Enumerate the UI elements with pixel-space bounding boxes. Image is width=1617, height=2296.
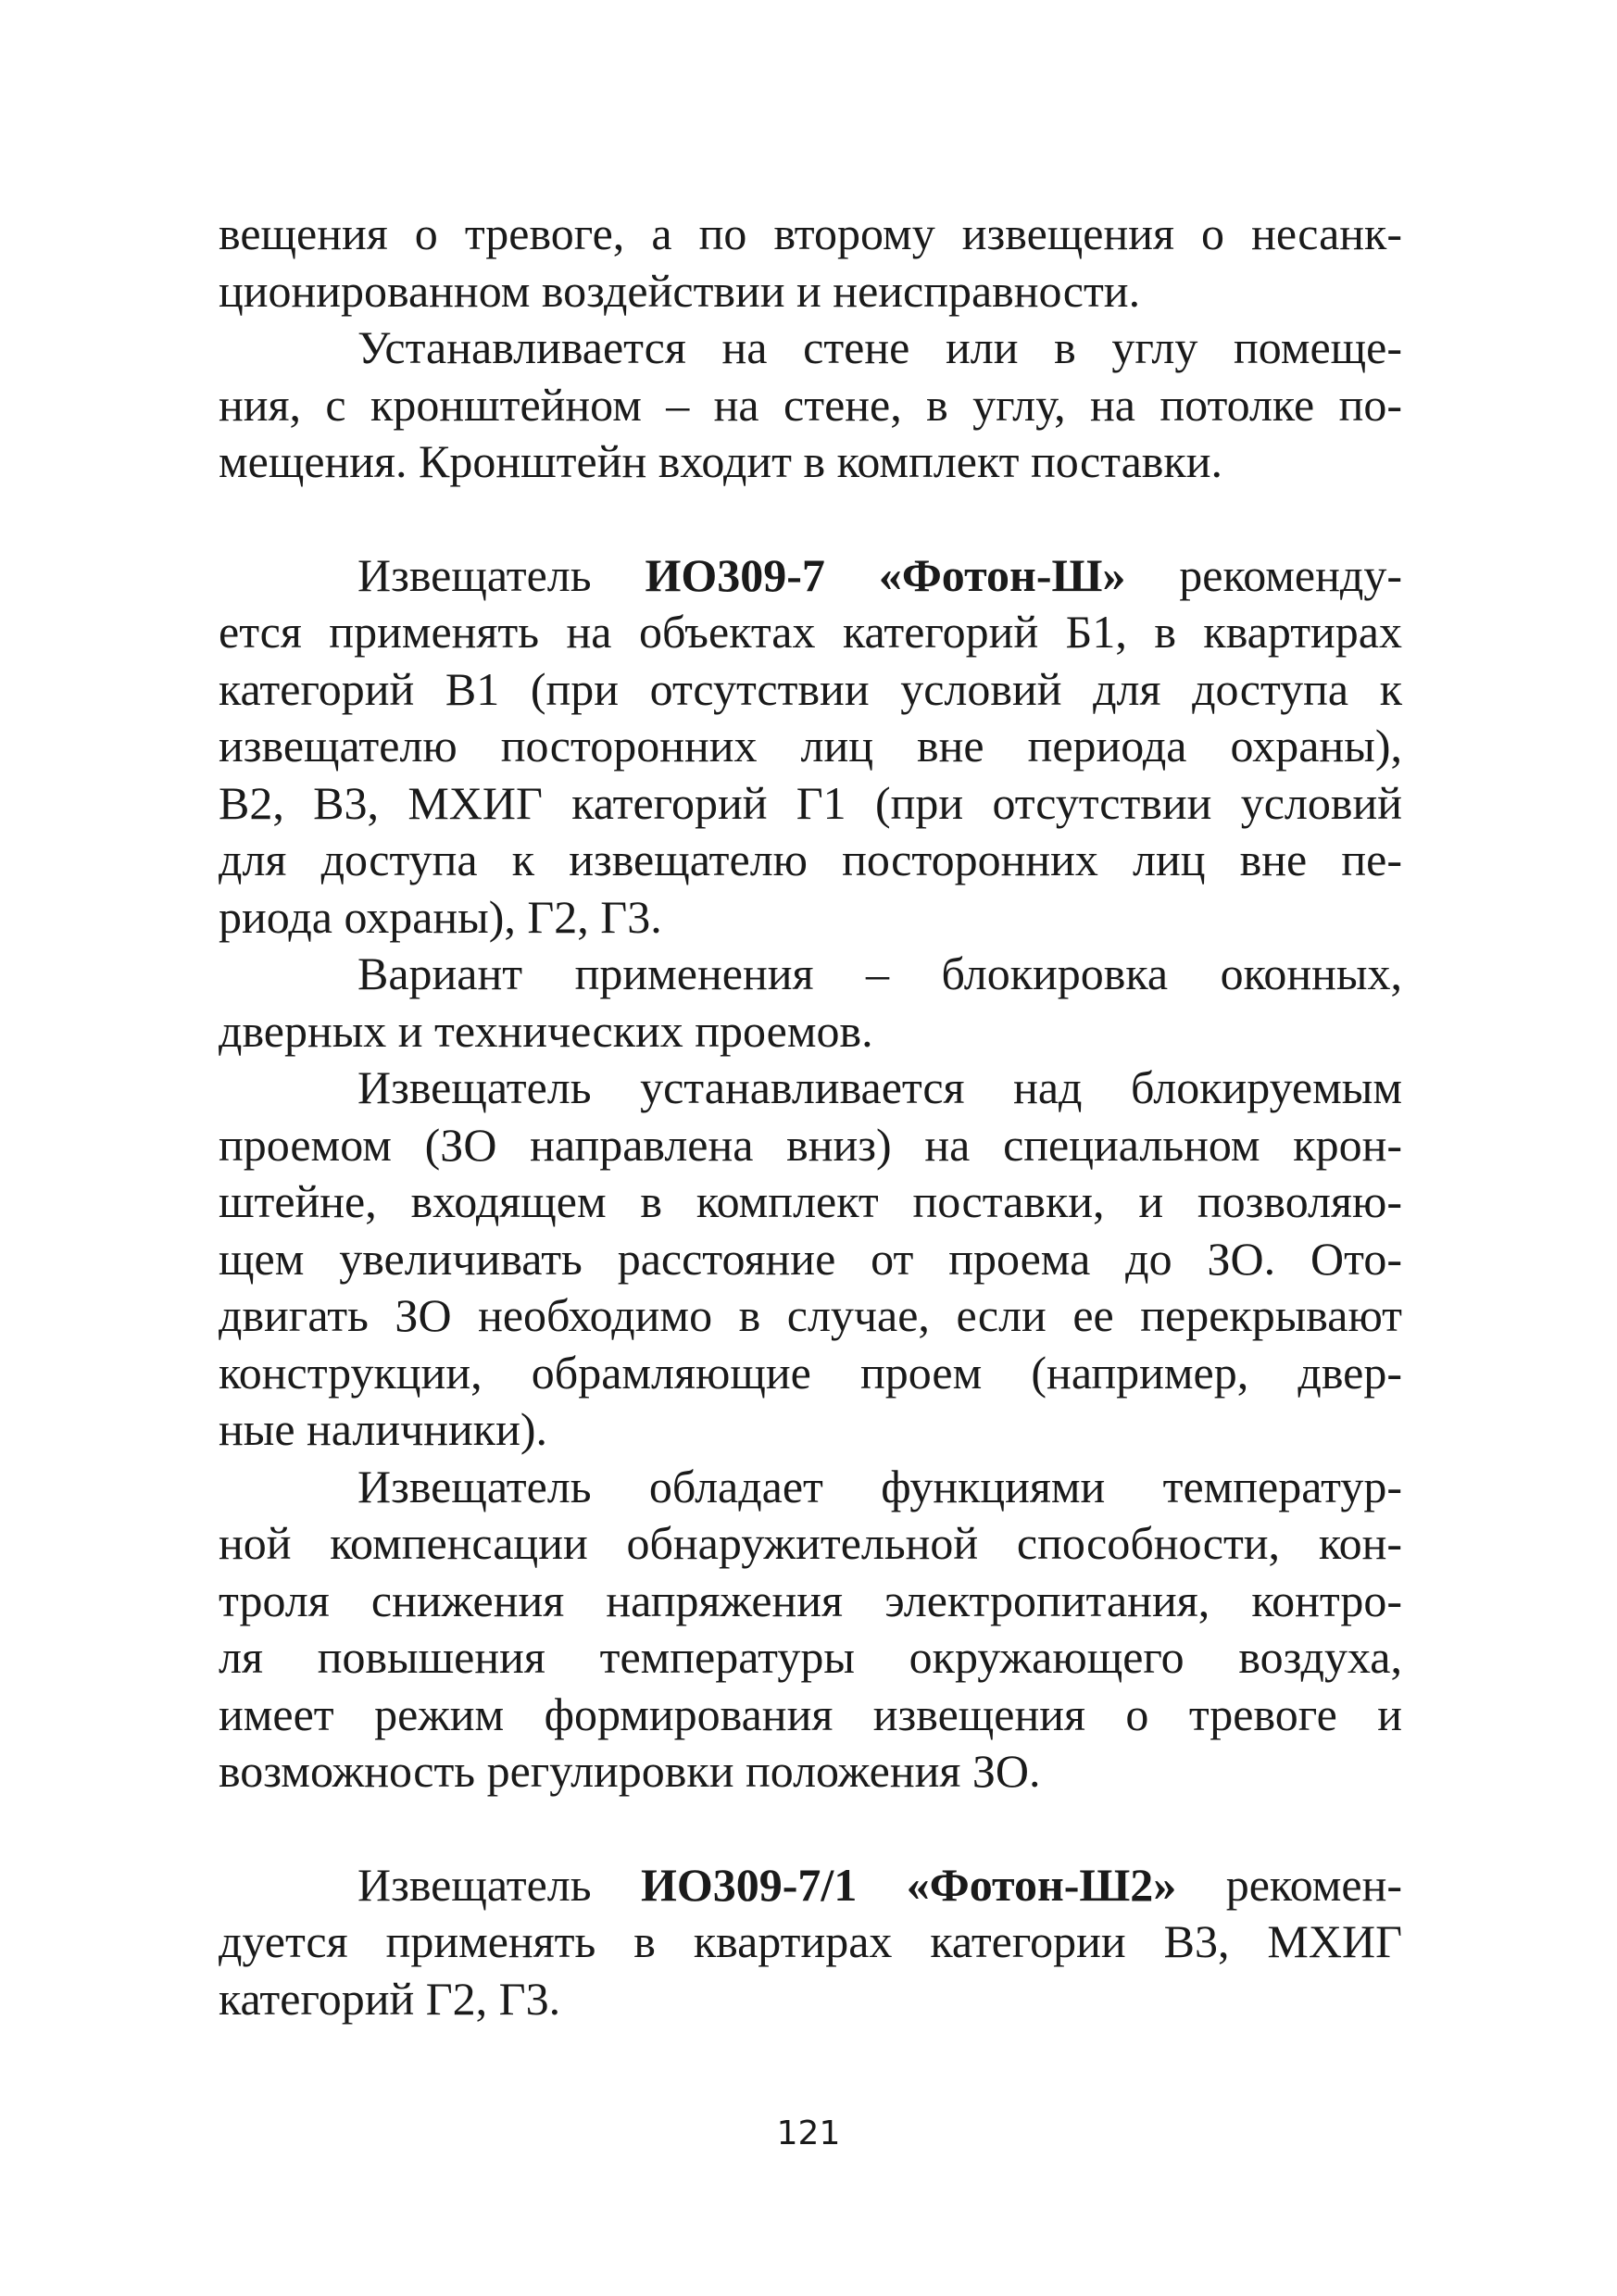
text-line: щем увеличивать расстояние от проема до ЗО. Ото-	[219, 1232, 1402, 1285]
paragraph-4	[219, 946, 1402, 1060]
text-line: штейне, входящем в комплект поставки, и позволяю-	[219, 1175, 1402, 1227]
text-line: ционированном воздействии и неисправности.	[219, 264, 1141, 317]
text-line: вещения о тревоге, а по второму извещения о несанк-	[219, 207, 1402, 259]
text-line: категорий Г2, Г3.	[219, 1972, 561, 2025]
text-line: ля повышения температуры окружающего воздуха,	[219, 1631, 1402, 1683]
text-line: Извещатель устанавливается над блокируемым	[357, 1061, 1402, 1113]
body-text	[219, 206, 1402, 2027]
text-line: Устанавливается на стене или в углу помеще-	[357, 321, 1402, 373]
text-line: извещателю посторонних лиц вне периода охраны),	[219, 720, 1402, 772]
text-line: В2, В3, МХИГ категорий Г1 (при отсутствии условий	[219, 776, 1402, 829]
text-line: ной компенсации обнаружительной способности, кон-	[219, 1517, 1402, 1569]
text-line: конструкции, обрамляющие проем (например, двер-	[219, 1346, 1402, 1399]
text-line: Извещатель обладает функциями температур-	[357, 1460, 1402, 1512]
text-line: двигать ЗО необходимо в случае, если ее перекрывают	[219, 1289, 1402, 1341]
text-run: рекомен-	[1176, 1858, 1402, 1911]
page-number: 121	[776, 2114, 841, 2152]
text-line: проемом (ЗО направлена вниз) на специальном крон-	[219, 1118, 1402, 1171]
paragraph-7	[219, 1857, 1402, 2028]
text-line: Вариант применения – блокировка оконных,	[357, 947, 1402, 999]
text-run: Извещатель	[357, 1858, 641, 1911]
text-line: дуется применять в квартирах категории В3, МХИГ	[219, 1915, 1402, 1967]
device-model-name: ИО309-7/1 «Фотон-Ш2»	[641, 1858, 1177, 1911]
paragraph-1	[219, 206, 1402, 320]
device-model-name: ИО309-7 «Фотон-Ш»	[645, 548, 1126, 601]
paragraph-2	[219, 320, 1402, 491]
text-run: Извещатель	[357, 548, 646, 601]
text-line	[219, 1857, 1402, 1914]
text-run: рекоменду-	[1125, 548, 1402, 601]
text-line: риода охраны), Г2, Г3.	[219, 890, 662, 943]
text-line: возможность регулировки положения ЗО.	[219, 1745, 1041, 1797]
text-line: дверных и технических проемов.	[219, 1004, 873, 1057]
text-line: категорий В1 (при отсутствии условий для доступа к	[219, 662, 1402, 715]
text-line: ется применять на объектах категорий Б1, в квартирах	[219, 606, 1402, 658]
text-line: троля снижения напряжения электропитания, контро-	[219, 1574, 1402, 1626]
text-line: имеет режим формирования извещения о тревоге и	[219, 1687, 1402, 1740]
text-line: ные наличники).	[219, 1403, 548, 1455]
text-line: ния, с кронштейном – на стене, в углу, на потолке по-	[219, 378, 1402, 431]
paragraph-6	[219, 1459, 1402, 1800]
paragraph-3	[219, 547, 1402, 947]
paragraph-5	[219, 1060, 1402, 1459]
text-line: для доступа к извещателю посторонних лиц вне пе-	[219, 834, 1402, 885]
text-line: мещения. Кронштейн входит в комплект поставки.	[219, 435, 1222, 487]
text-line	[219, 547, 1402, 605]
